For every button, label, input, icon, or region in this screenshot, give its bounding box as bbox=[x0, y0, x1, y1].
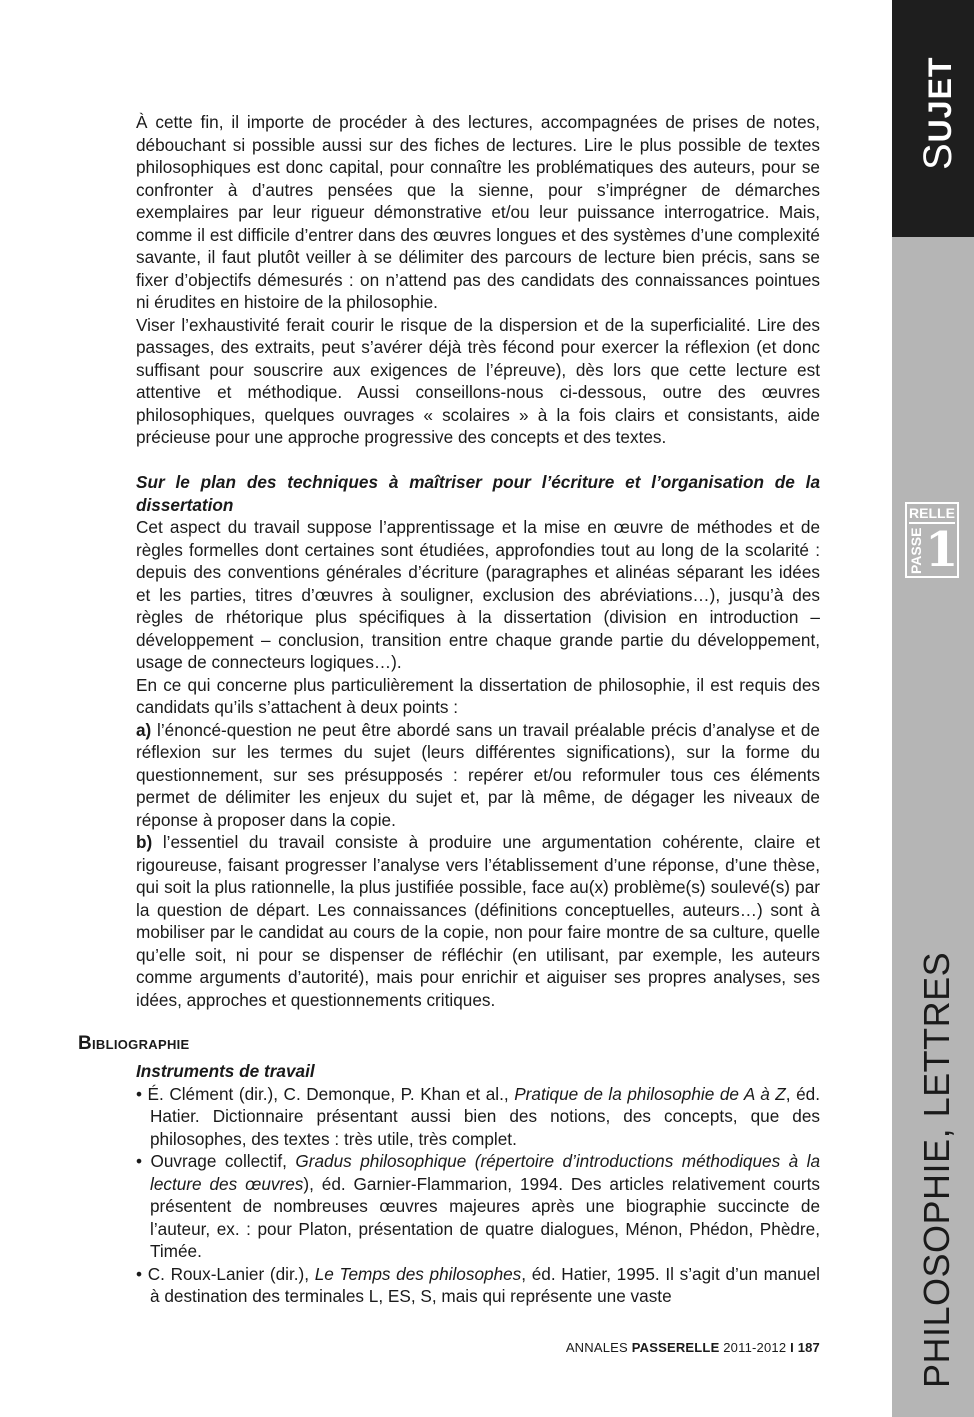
page-footer bbox=[566, 1339, 820, 1357]
point-b bbox=[136, 831, 820, 1011]
point-a-label: a) bbox=[136, 719, 152, 740]
paragraph: En ce qui concerne plus particulièrement la dissertation de philosophie, il est requis des candidats qu’ils s’attachent à deux points : bbox=[136, 674, 820, 717]
point-a bbox=[136, 719, 820, 832]
footer-year: 2011-2012 bbox=[719, 1340, 791, 1355]
point-b-text: l’essentiel du travail consiste à produire une argumentation cohérente, claire et rigoureuse, faisant progresser l’analyse vers l’établissement d’une réponse, d’une thèse, qui soit la plus rationnelle, la plus justifiée possible, face au(x) problème(s) soulevé(s) par la question de départ. Les connaissances (définitions conceptuelles, auteurs…) sont à mobiliser par le candidat au cours de la copie, non pour faire montre de sa culture, quelle qu’elle soit, ni pour se dispenser de réfléchir (en utilisant, par exemple, les auteurs comme arguments d’autorité), mais pour enrichir et aiguiser ses propres analyses, ses idées, approches et questionnements critiques. bbox=[136, 832, 820, 1010]
paragraph: Viser l’exhaustivité ferait courir le risque de la dispersion et de la superficialité. Lire des passages, des extraits, peut s’avérer déjà très fécond pour exercer la réflexion (et donc suffisant pour souscrire aux exigences de l’épreuve), dès lors que cette lecture est attentive et méthodique. Aussi conseillons-nous ci-dessous, outre des œuvres philosophiques, quelques ouvrages « scolaires » à la fois clairs et consistants, aide précieuse pour une approche progressive des concepts et des textes. bbox=[136, 314, 820, 447]
item-text: , éd. Hatier. Dictionnaire présentant aussi bien des notions, des concepts, que des philosophes, des textes : très utile, très complet. bbox=[150, 1083, 820, 1149]
section-rest: UJET bbox=[922, 56, 958, 143]
section-label bbox=[918, 57, 960, 170]
item-title: Gradus philosophique (répertoire d’introductions méthodiques à la lecture des œuvres bbox=[150, 1151, 821, 1194]
item-text: ), éd. Garnier-Flammarion, 1994. Des articles relativement courts présentent de nombreuses œuvres majeures après une biographie succincte de l’auteur, ex. : pour Platon, présentation de quatre dialogues, Ménon, Phédon, Phèdre, Timée. bbox=[150, 1173, 821, 1261]
point-b-label: b) bbox=[136, 832, 153, 852]
bibliography-subheading: Instruments de travail bbox=[136, 1061, 315, 1081]
bibliography-item bbox=[136, 1263, 820, 1308]
item-text: • C. Roux-Lanier (dir.), bbox=[136, 1263, 315, 1284]
logo-top-text: RELLE bbox=[909, 504, 955, 524]
item-title: Pratique de la philosophie de A à Z bbox=[514, 1083, 786, 1104]
bibliography-heading: Bibliographie bbox=[78, 1033, 190, 1054]
footer-brand: PASSERELLE bbox=[631, 1340, 720, 1355]
page-number: 187 bbox=[793, 1340, 820, 1355]
footer-separator: I bbox=[790, 1340, 794, 1355]
item-text: • Ouvrage collectif, bbox=[136, 1151, 296, 1171]
item-text: • É. Clément (dir.), C. Demonque, P. Khan et al., bbox=[136, 1083, 515, 1104]
footer-prefix: ANNALES bbox=[565, 1340, 632, 1355]
item-title: Le Temps des philosophes bbox=[314, 1263, 522, 1284]
paragraph: À cette fin, il importe de procéder à des lectures, accompagnées de prises de notes, débouchant si possible aussi sur des fiches de lectures. Lire le plus possible de textes philosophiques est donc capital, pour connaître les problématiques des auteurs, pour se confronter à d’autres pensées que la sienne, pour s’imprégner de démarches exemplaires par leur rigueur démonstrative et/ou leur puissance interrogatrice. Mais, comme il est difficile d’entrer dans des œuvres longues et des systèmes d’une complexité savante, il faut plutôt veiller à se délimiter des parcours de lecture bien précis, sans se fixer d’objectifs démesurés : on n’attend pas des candidats des connaissances pointues ni érudites en histoire de la philosophie. bbox=[136, 112, 820, 312]
point-a-text: l’énoncé-question ne peut être abordé sans un travail préalable précis d’analyse et de réflexion sur les termes du sujet (leurs différentes significations), sur la forme du questionnement, sur ses présupposés : repérer et/ou reformuler tous ces éléments permet de délimiter les enjeux du sujet et, par là même, de dégager les niveaux de réponse à proposer dans la copie. bbox=[136, 719, 820, 830]
main-text bbox=[136, 111, 820, 1011]
bibliography-item bbox=[136, 1083, 820, 1151]
passerelle-logo bbox=[905, 502, 959, 578]
bibliography-item bbox=[136, 1150, 820, 1263]
item-text: , éd. Hatier, 1995. Il s’agit d’un manuel à destination des terminales L, ES, S, mais qui représente une vaste bbox=[150, 1263, 820, 1306]
subheading: Sur le plan des techniques à maîtriser pour l’écriture et l’organisation de la dissertation bbox=[136, 472, 820, 515]
paragraph: Cet aspect du travail suppose l’apprentissage et la mise en œuvre de méthodes et de règles formelles dont certaines sont étudiées, approfondies tout au long de la scolarité : depuis des conventions générales d’écriture (paragraphes et alinéas séparant les idées et les parties, titres d’œuvres à souligner, exclusion des abréviations…), jusqu’à des règles de rhétorique plus spécifiques à la dissertation (division en introduction – développement – conclusion, transition entre chaque grande partie du développement, usage de connecteurs logiques…). bbox=[136, 517, 820, 672]
bibliography bbox=[136, 1060, 820, 1308]
logo-side-text: PASSE bbox=[908, 527, 924, 574]
logo-number: 1 bbox=[925, 522, 959, 578]
subject-label: PHILOSOPHIE, LETTRES bbox=[916, 951, 957, 1388]
section-initial: S bbox=[916, 142, 960, 170]
